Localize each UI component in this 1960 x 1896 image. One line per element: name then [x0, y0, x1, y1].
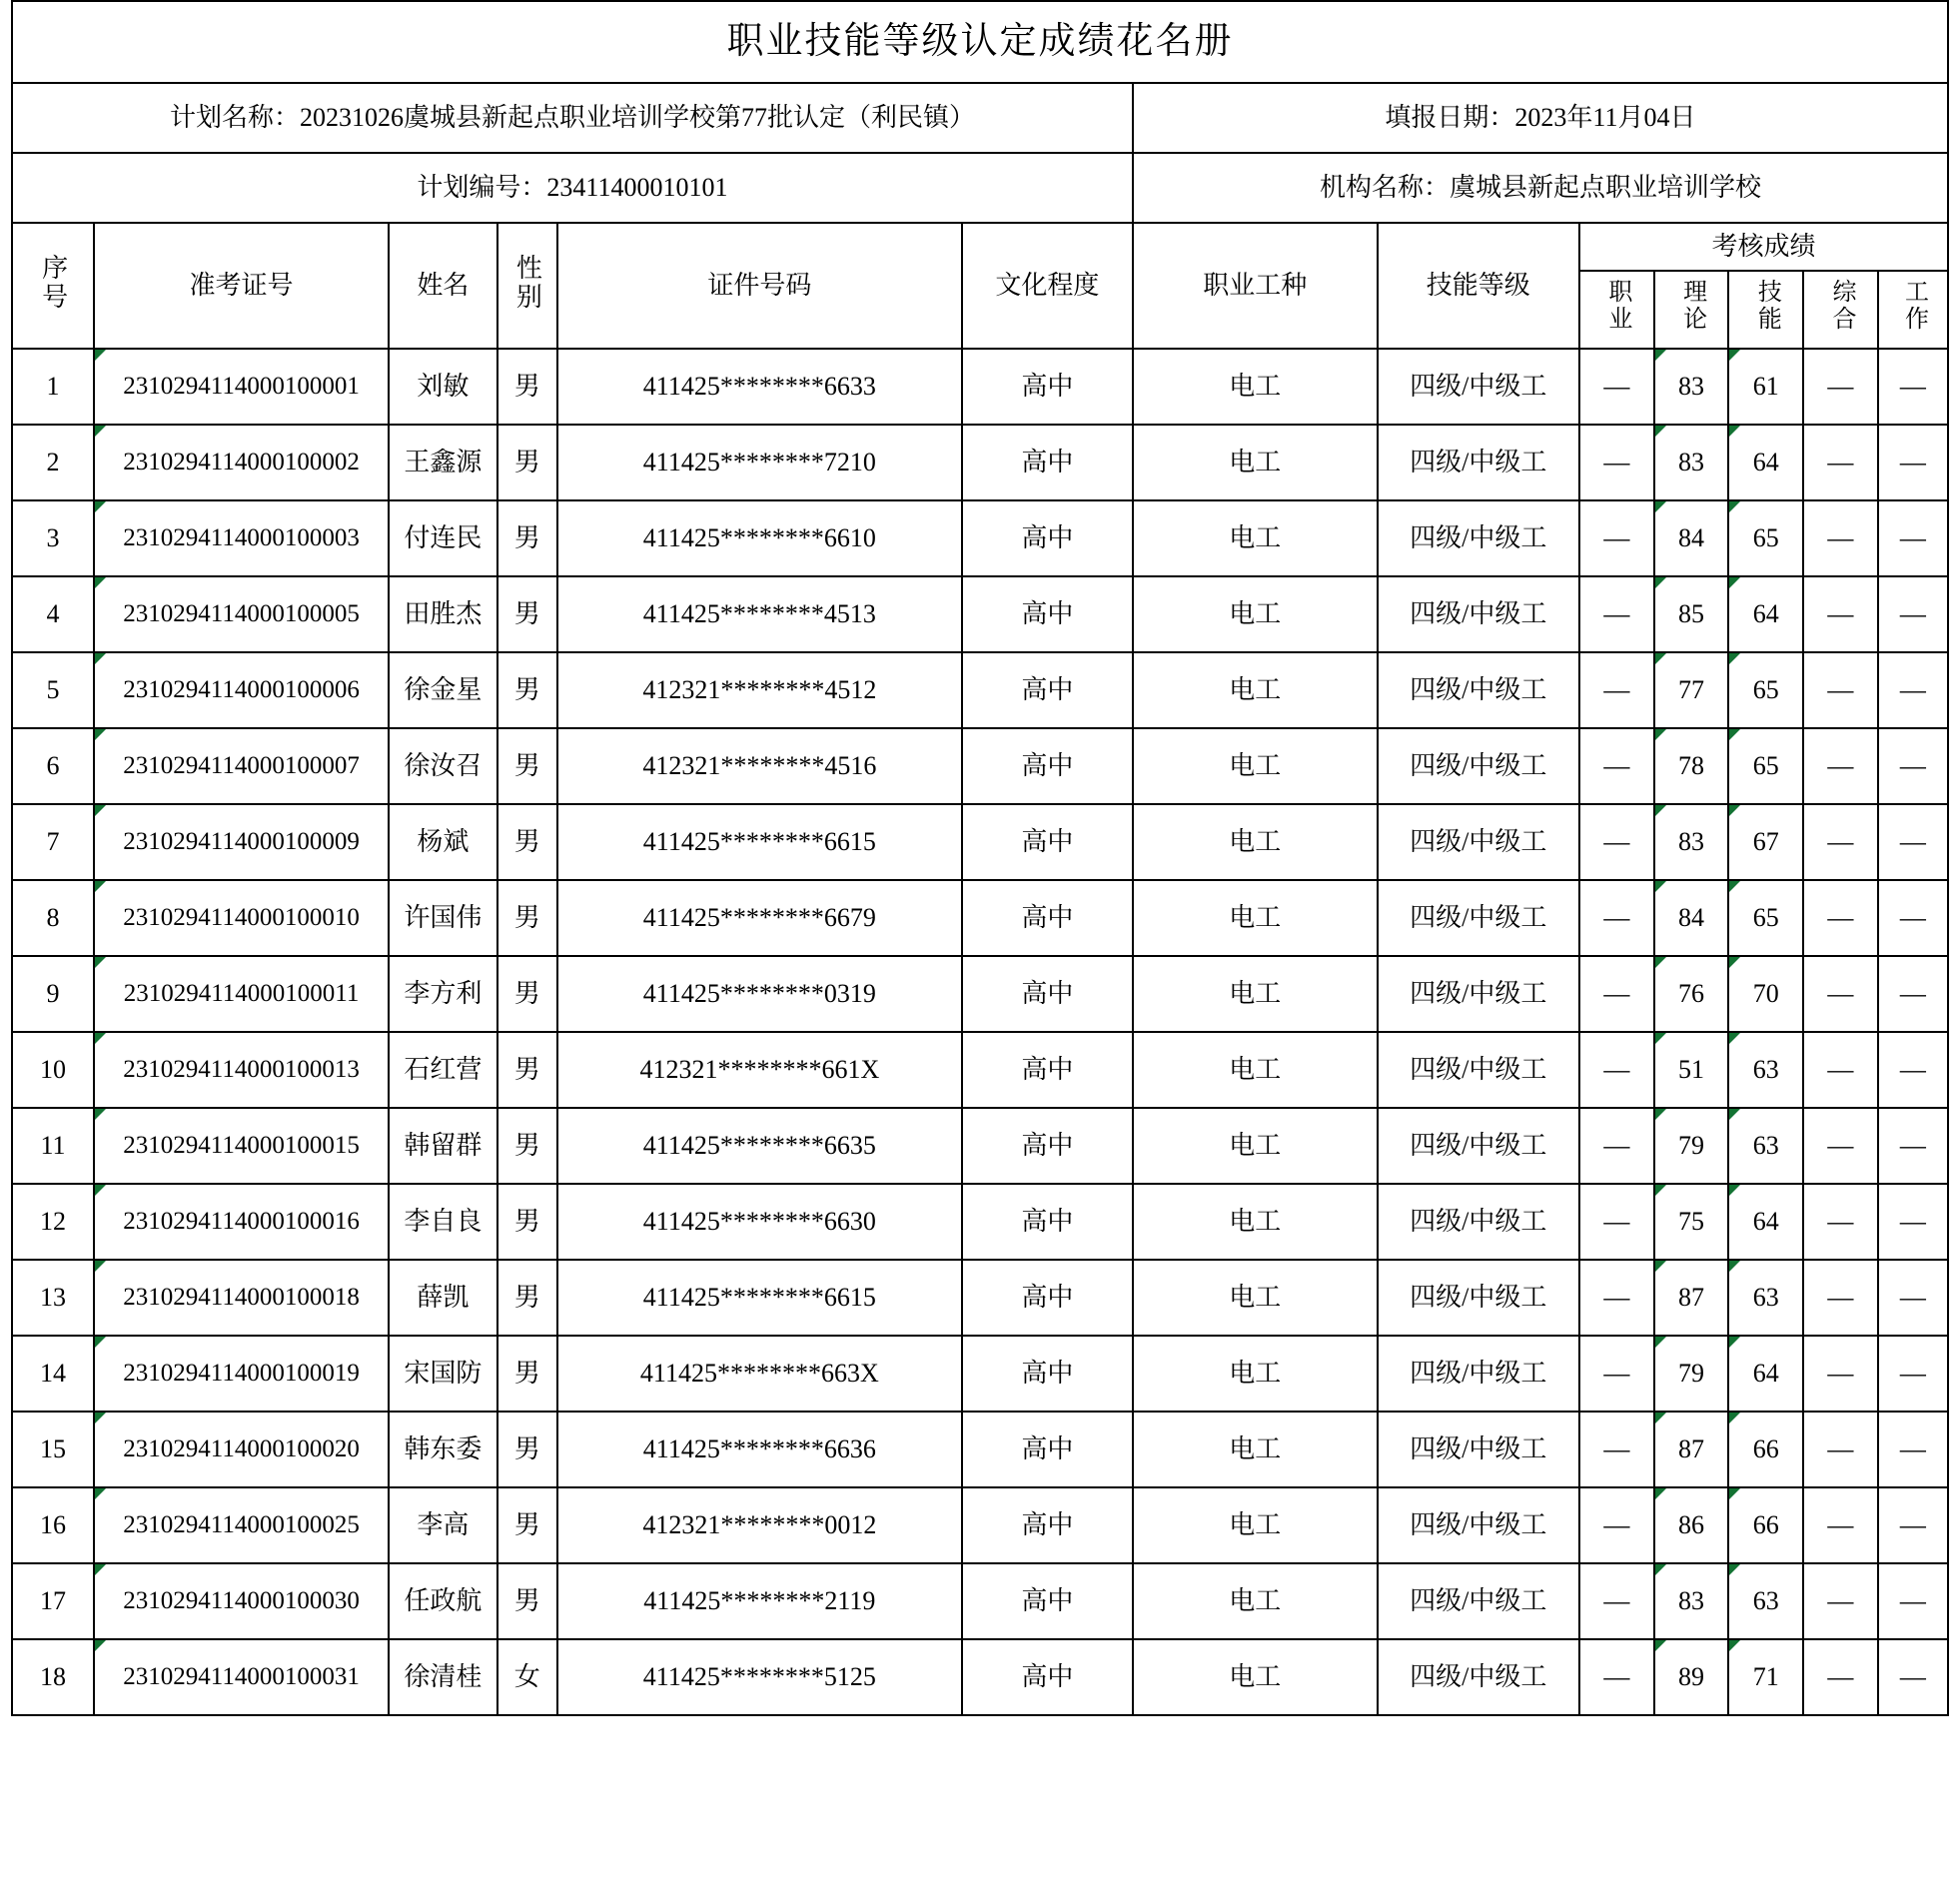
- cell-score-theory: 87: [1654, 1260, 1729, 1336]
- cell-gender: 男: [497, 1260, 557, 1336]
- cell-education: 高中: [962, 652, 1133, 728]
- cell-skill-level: 四级/中级工: [1378, 1260, 1579, 1336]
- cell-seq: 5: [12, 652, 94, 728]
- cell-score-work: —: [1878, 576, 1948, 652]
- cell-score-theory: 87: [1654, 1412, 1729, 1487]
- cell-gender: 男: [497, 1184, 557, 1260]
- page-title: 职业技能等级认定成绩花名册: [12, 1, 1948, 83]
- cell-name: 徐清桂: [389, 1639, 496, 1715]
- cell-id-no: 411425********6679: [557, 880, 962, 956]
- column-header-occupation: 职业工种: [1133, 223, 1378, 349]
- cell-skill-level: 四级/中级工: [1378, 804, 1579, 880]
- cell-score-work: —: [1878, 1108, 1948, 1184]
- table-row: [12, 652, 1948, 728]
- column-header-score-theory: 理论: [1654, 271, 1729, 349]
- cell-skill-level: 四级/中级工: [1378, 1563, 1579, 1639]
- cell-exam-no: 2310294114000100019: [94, 1336, 389, 1412]
- cell-score-work: —: [1878, 425, 1948, 500]
- cell-score-skill: 65: [1728, 500, 1803, 576]
- cell-id-no: 411425********6615: [557, 1260, 962, 1336]
- cell-exam-no: 2310294114000100011: [94, 956, 389, 1032]
- table-row: [12, 1639, 1948, 1715]
- cell-occupation: 电工: [1133, 956, 1378, 1032]
- cell-id-no: 411425********6615: [557, 804, 962, 880]
- cell-score-work: —: [1878, 1260, 1948, 1336]
- cell-education: 高中: [962, 1260, 1133, 1336]
- cell-name: 宋国防: [389, 1336, 496, 1412]
- cell-skill-level: 四级/中级工: [1378, 500, 1579, 576]
- cell-score-work: —: [1878, 1563, 1948, 1639]
- cell-id-no: 411425********6630: [557, 1184, 962, 1260]
- cell-seq: 9: [12, 956, 94, 1032]
- cell-score-theory: 79: [1654, 1108, 1729, 1184]
- cell-exam-no: 2310294114000100006: [94, 652, 389, 728]
- cell-seq: 4: [12, 576, 94, 652]
- cell-skill-level: 四级/中级工: [1378, 1336, 1579, 1412]
- cell-score-theory: 83: [1654, 804, 1729, 880]
- cell-skill-level: 四级/中级工: [1378, 1412, 1579, 1487]
- cell-education: 高中: [962, 1487, 1133, 1563]
- cell-occupation: 电工: [1133, 1412, 1378, 1487]
- cell-seq: 8: [12, 880, 94, 956]
- cell-id-no: 411425********2119: [557, 1563, 962, 1639]
- cell-score-theory: 75: [1654, 1184, 1729, 1260]
- cell-education: 高中: [962, 804, 1133, 880]
- column-header-name: 姓名: [389, 223, 496, 349]
- cell-score-theory: 78: [1654, 728, 1729, 804]
- cell-score-work: —: [1878, 1184, 1948, 1260]
- cell-id-no: 412321********661X: [557, 1032, 962, 1108]
- cell-exam-no: 2310294114000100016: [94, 1184, 389, 1260]
- cell-seq: 12: [12, 1184, 94, 1260]
- column-header-skill-level: 技能等级: [1378, 223, 1579, 349]
- cell-score-comprehensive: —: [1803, 1639, 1878, 1715]
- cell-seq: 13: [12, 1260, 94, 1336]
- cell-exam-no: 2310294114000100002: [94, 425, 389, 500]
- cell-education: 高中: [962, 349, 1133, 425]
- cell-name: 韩东委: [389, 1412, 496, 1487]
- column-header-score-work: 工作: [1878, 271, 1948, 349]
- column-header-gender: 性别: [497, 223, 557, 349]
- cell-score-vocational: —: [1579, 652, 1654, 728]
- cell-gender: 男: [497, 728, 557, 804]
- cell-name: 田胜杰: [389, 576, 496, 652]
- cell-education: 高中: [962, 1108, 1133, 1184]
- cell-score-theory: 76: [1654, 956, 1729, 1032]
- cell-score-work: —: [1878, 652, 1948, 728]
- cell-score-theory: 84: [1654, 500, 1729, 576]
- cell-skill-level: 四级/中级工: [1378, 1032, 1579, 1108]
- table-row: [12, 576, 1948, 652]
- cell-id-no: 412321********0012: [557, 1487, 962, 1563]
- cell-occupation: 电工: [1133, 804, 1378, 880]
- cell-name: 任政航: [389, 1563, 496, 1639]
- cell-score-vocational: —: [1579, 1336, 1654, 1412]
- column-header-score-vocational: 职业: [1579, 271, 1654, 349]
- cell-exam-no: 2310294114000100018: [94, 1260, 389, 1336]
- cell-score-skill: 64: [1728, 1184, 1803, 1260]
- cell-exam-no: 2310294114000100010: [94, 880, 389, 956]
- cell-id-no: 411425********0319: [557, 956, 962, 1032]
- cell-occupation: 电工: [1133, 425, 1378, 500]
- cell-id-no: 411425********7210: [557, 425, 962, 500]
- cell-gender: 男: [497, 880, 557, 956]
- cell-score-skill: 70: [1728, 956, 1803, 1032]
- cell-id-no: 411425********6633: [557, 349, 962, 425]
- cell-score-comprehensive: —: [1803, 1260, 1878, 1336]
- cell-score-work: —: [1878, 804, 1948, 880]
- cell-score-work: —: [1878, 728, 1948, 804]
- cell-score-comprehensive: —: [1803, 880, 1878, 956]
- cell-score-comprehensive: —: [1803, 956, 1878, 1032]
- cell-score-skill: 63: [1728, 1032, 1803, 1108]
- cell-skill-level: 四级/中级工: [1378, 1487, 1579, 1563]
- cell-score-skill: 65: [1728, 728, 1803, 804]
- cell-occupation: 电工: [1133, 652, 1378, 728]
- cell-score-comprehensive: —: [1803, 652, 1878, 728]
- cell-score-skill: 63: [1728, 1108, 1803, 1184]
- cell-seq: 7: [12, 804, 94, 880]
- cell-name: 徐金星: [389, 652, 496, 728]
- cell-seq: 6: [12, 728, 94, 804]
- cell-education: 高中: [962, 500, 1133, 576]
- cell-score-skill: 65: [1728, 652, 1803, 728]
- cell-education: 高中: [962, 425, 1133, 500]
- cell-score-work: —: [1878, 500, 1948, 576]
- cell-score-vocational: —: [1579, 1412, 1654, 1487]
- cell-seq: 2: [12, 425, 94, 500]
- cell-education: 高中: [962, 880, 1133, 956]
- table-row: [12, 1412, 1948, 1487]
- cell-gender: 男: [497, 652, 557, 728]
- cell-exam-no: 2310294114000100020: [94, 1412, 389, 1487]
- cell-occupation: 电工: [1133, 349, 1378, 425]
- cell-score-comprehensive: —: [1803, 728, 1878, 804]
- cell-skill-level: 四级/中级工: [1378, 425, 1579, 500]
- cell-score-vocational: —: [1579, 1487, 1654, 1563]
- table-row: [12, 1563, 1948, 1639]
- cell-score-skill: 64: [1728, 1336, 1803, 1412]
- cell-score-comprehensive: —: [1803, 500, 1878, 576]
- cell-score-comprehensive: —: [1803, 1184, 1878, 1260]
- cell-occupation: 电工: [1133, 576, 1378, 652]
- cell-gender: 男: [497, 1108, 557, 1184]
- cell-education: 高中: [962, 1184, 1133, 1260]
- cell-occupation: 电工: [1133, 1487, 1378, 1563]
- cell-score-vocational: —: [1579, 1260, 1654, 1336]
- cell-name: 薛凯: [389, 1260, 496, 1336]
- cell-gender: 男: [497, 425, 557, 500]
- cell-education: 高中: [962, 1412, 1133, 1487]
- cell-score-work: —: [1878, 1336, 1948, 1412]
- cell-score-vocational: —: [1579, 1032, 1654, 1108]
- cell-occupation: 电工: [1133, 1260, 1378, 1336]
- column-header-id-no: 证件号码: [557, 223, 962, 349]
- cell-score-work: —: [1878, 349, 1948, 425]
- cell-exam-no: 2310294114000100003: [94, 500, 389, 576]
- column-header-exam-no: 准考证号: [94, 223, 389, 349]
- cell-score-comprehensive: —: [1803, 1412, 1878, 1487]
- cell-gender: 男: [497, 1487, 557, 1563]
- cell-score-comprehensive: —: [1803, 1032, 1878, 1108]
- cell-score-work: —: [1878, 1412, 1948, 1487]
- cell-score-theory: 83: [1654, 1563, 1729, 1639]
- cell-education: 高中: [962, 1032, 1133, 1108]
- cell-score-skill: 67: [1728, 804, 1803, 880]
- table-row: [12, 1336, 1948, 1412]
- cell-gender: 男: [497, 956, 557, 1032]
- column-header-score-skill: 技能: [1728, 271, 1803, 349]
- column-header-seq: 序号: [12, 223, 94, 349]
- cell-id-no: 412321********4516: [557, 728, 962, 804]
- plan-code: 计划编号：23411400010101: [12, 153, 1133, 223]
- cell-score-work: —: [1878, 880, 1948, 956]
- cell-score-skill: 63: [1728, 1260, 1803, 1336]
- cell-exam-no: 2310294114000100030: [94, 1563, 389, 1639]
- table-row: [12, 804, 1948, 880]
- cell-score-skill: 64: [1728, 425, 1803, 500]
- cell-occupation: 电工: [1133, 1336, 1378, 1412]
- cell-id-no: 412321********4512: [557, 652, 962, 728]
- roster-rows: [12, 349, 1948, 1715]
- org-name: 机构名称：虞城县新起点职业培训学校: [1133, 153, 1948, 223]
- cell-education: 高中: [962, 956, 1133, 1032]
- cell-name: 徐汝召: [389, 728, 496, 804]
- cell-score-comprehensive: —: [1803, 1487, 1878, 1563]
- cell-score-comprehensive: —: [1803, 1563, 1878, 1639]
- cell-seq: 17: [12, 1563, 94, 1639]
- table-row: [12, 1260, 1948, 1336]
- cell-score-comprehensive: —: [1803, 1108, 1878, 1184]
- cell-id-no: 411425********6635: [557, 1108, 962, 1184]
- cell-score-vocational: —: [1579, 880, 1654, 956]
- cell-exam-no: 2310294114000100031: [94, 1639, 389, 1715]
- cell-score-theory: 84: [1654, 880, 1729, 956]
- cell-name: 李高: [389, 1487, 496, 1563]
- roster-table: [11, 0, 1949, 1716]
- cell-score-theory: 79: [1654, 1336, 1729, 1412]
- cell-education: 高中: [962, 576, 1133, 652]
- report-date: 填报日期：2023年11月04日: [1133, 83, 1948, 153]
- cell-id-no: 411425********6610: [557, 500, 962, 576]
- column-header-scores-group: 考核成绩: [1579, 223, 1948, 271]
- cell-score-theory: 51: [1654, 1032, 1729, 1108]
- cell-name: 杨斌: [389, 804, 496, 880]
- cell-gender: 女: [497, 1639, 557, 1715]
- cell-skill-level: 四级/中级工: [1378, 728, 1579, 804]
- cell-skill-level: 四级/中级工: [1378, 956, 1579, 1032]
- table-row: [12, 1487, 1948, 1563]
- table-row: [12, 880, 1948, 956]
- cell-score-skill: 66: [1728, 1412, 1803, 1487]
- cell-id-no: 411425********4513: [557, 576, 962, 652]
- cell-score-work: —: [1878, 1487, 1948, 1563]
- cell-education: 高中: [962, 1336, 1133, 1412]
- cell-name: 许国伟: [389, 880, 496, 956]
- cell-skill-level: 四级/中级工: [1378, 652, 1579, 728]
- cell-exam-no: 2310294114000100013: [94, 1032, 389, 1108]
- cell-seq: 11: [12, 1108, 94, 1184]
- cell-score-vocational: —: [1579, 728, 1654, 804]
- cell-name: 石红营: [389, 1032, 496, 1108]
- cell-occupation: 电工: [1133, 1563, 1378, 1639]
- cell-occupation: 电工: [1133, 728, 1378, 804]
- cell-gender: 男: [497, 500, 557, 576]
- cell-score-comprehensive: —: [1803, 576, 1878, 652]
- table-row: [12, 349, 1948, 425]
- cell-id-no: 411425********6636: [557, 1412, 962, 1487]
- cell-name: 付连民: [389, 500, 496, 576]
- cell-score-vocational: —: [1579, 804, 1654, 880]
- cell-score-theory: 86: [1654, 1487, 1729, 1563]
- cell-gender: 男: [497, 576, 557, 652]
- cell-name: 王鑫源: [389, 425, 496, 500]
- cell-score-skill: 61: [1728, 349, 1803, 425]
- cell-score-theory: 83: [1654, 349, 1729, 425]
- cell-score-skill: 66: [1728, 1487, 1803, 1563]
- cell-name: 李自良: [389, 1184, 496, 1260]
- cell-score-comprehensive: —: [1803, 349, 1878, 425]
- cell-skill-level: 四级/中级工: [1378, 576, 1579, 652]
- cell-occupation: 电工: [1133, 500, 1378, 576]
- cell-score-comprehensive: —: [1803, 804, 1878, 880]
- cell-score-work: —: [1878, 1032, 1948, 1108]
- cell-score-vocational: —: [1579, 1639, 1654, 1715]
- cell-occupation: 电工: [1133, 1184, 1378, 1260]
- plan-name: 计划名称：20231026虞城县新起点职业培训学校第77批认定（利民镇）: [12, 83, 1133, 153]
- cell-score-vocational: —: [1579, 500, 1654, 576]
- cell-gender: 男: [497, 349, 557, 425]
- cell-occupation: 电工: [1133, 1639, 1378, 1715]
- cell-score-theory: 77: [1654, 652, 1729, 728]
- cell-occupation: 电工: [1133, 880, 1378, 956]
- cell-id-no: 411425********5125: [557, 1639, 962, 1715]
- cell-education: 高中: [962, 1563, 1133, 1639]
- cell-score-vocational: —: [1579, 1184, 1654, 1260]
- cell-seq: 18: [12, 1639, 94, 1715]
- cell-skill-level: 四级/中级工: [1378, 1184, 1579, 1260]
- table-row: [12, 728, 1948, 804]
- cell-gender: 男: [497, 1412, 557, 1487]
- cell-id-no: 411425********663X: [557, 1336, 962, 1412]
- cell-exam-no: 2310294114000100009: [94, 804, 389, 880]
- cell-score-theory: 85: [1654, 576, 1729, 652]
- cell-exam-no: 2310294114000100001: [94, 349, 389, 425]
- cell-exam-no: 2310294114000100005: [94, 576, 389, 652]
- cell-score-vocational: —: [1579, 576, 1654, 652]
- table-row: [12, 956, 1948, 1032]
- table-row: [12, 1032, 1948, 1108]
- cell-education: 高中: [962, 1639, 1133, 1715]
- cell-score-vocational: —: [1579, 425, 1654, 500]
- table-row: [12, 1184, 1948, 1260]
- cell-score-skill: 63: [1728, 1563, 1803, 1639]
- cell-exam-no: 2310294114000100025: [94, 1487, 389, 1563]
- cell-seq: 16: [12, 1487, 94, 1563]
- cell-score-work: —: [1878, 1639, 1948, 1715]
- cell-name: 李方利: [389, 956, 496, 1032]
- cell-skill-level: 四级/中级工: [1378, 1108, 1579, 1184]
- cell-score-theory: 83: [1654, 425, 1729, 500]
- cell-skill-level: 四级/中级工: [1378, 1639, 1579, 1715]
- cell-gender: 男: [497, 804, 557, 880]
- cell-score-skill: 65: [1728, 880, 1803, 956]
- cell-seq: 3: [12, 500, 94, 576]
- cell-name: 刘敏: [389, 349, 496, 425]
- table-row: [12, 1108, 1948, 1184]
- table-row: [12, 425, 1948, 500]
- cell-score-work: —: [1878, 956, 1948, 1032]
- cell-gender: 男: [497, 1032, 557, 1108]
- cell-score-comprehensive: —: [1803, 1336, 1878, 1412]
- cell-skill-level: 四级/中级工: [1378, 349, 1579, 425]
- cell-seq: 1: [12, 349, 94, 425]
- cell-seq: 10: [12, 1032, 94, 1108]
- cell-gender: 男: [497, 1563, 557, 1639]
- cell-score-skill: 71: [1728, 1639, 1803, 1715]
- cell-name: 韩留群: [389, 1108, 496, 1184]
- cell-score-vocational: —: [1579, 1563, 1654, 1639]
- cell-education: 高中: [962, 728, 1133, 804]
- cell-gender: 男: [497, 1336, 557, 1412]
- cell-occupation: 电工: [1133, 1032, 1378, 1108]
- cell-score-comprehensive: —: [1803, 425, 1878, 500]
- cell-score-theory: 89: [1654, 1639, 1729, 1715]
- cell-seq: 14: [12, 1336, 94, 1412]
- cell-skill-level: 四级/中级工: [1378, 880, 1579, 956]
- cell-score-vocational: —: [1579, 349, 1654, 425]
- column-header-score-comprehensive: 综合: [1803, 271, 1878, 349]
- cell-score-vocational: —: [1579, 956, 1654, 1032]
- column-header-education: 文化程度: [962, 223, 1133, 349]
- cell-exam-no: 2310294114000100015: [94, 1108, 389, 1184]
- cell-occupation: 电工: [1133, 1108, 1378, 1184]
- table-row: [12, 500, 1948, 576]
- cell-exam-no: 2310294114000100007: [94, 728, 389, 804]
- cell-seq: 15: [12, 1412, 94, 1487]
- cell-score-skill: 64: [1728, 576, 1803, 652]
- cell-score-vocational: —: [1579, 1108, 1654, 1184]
